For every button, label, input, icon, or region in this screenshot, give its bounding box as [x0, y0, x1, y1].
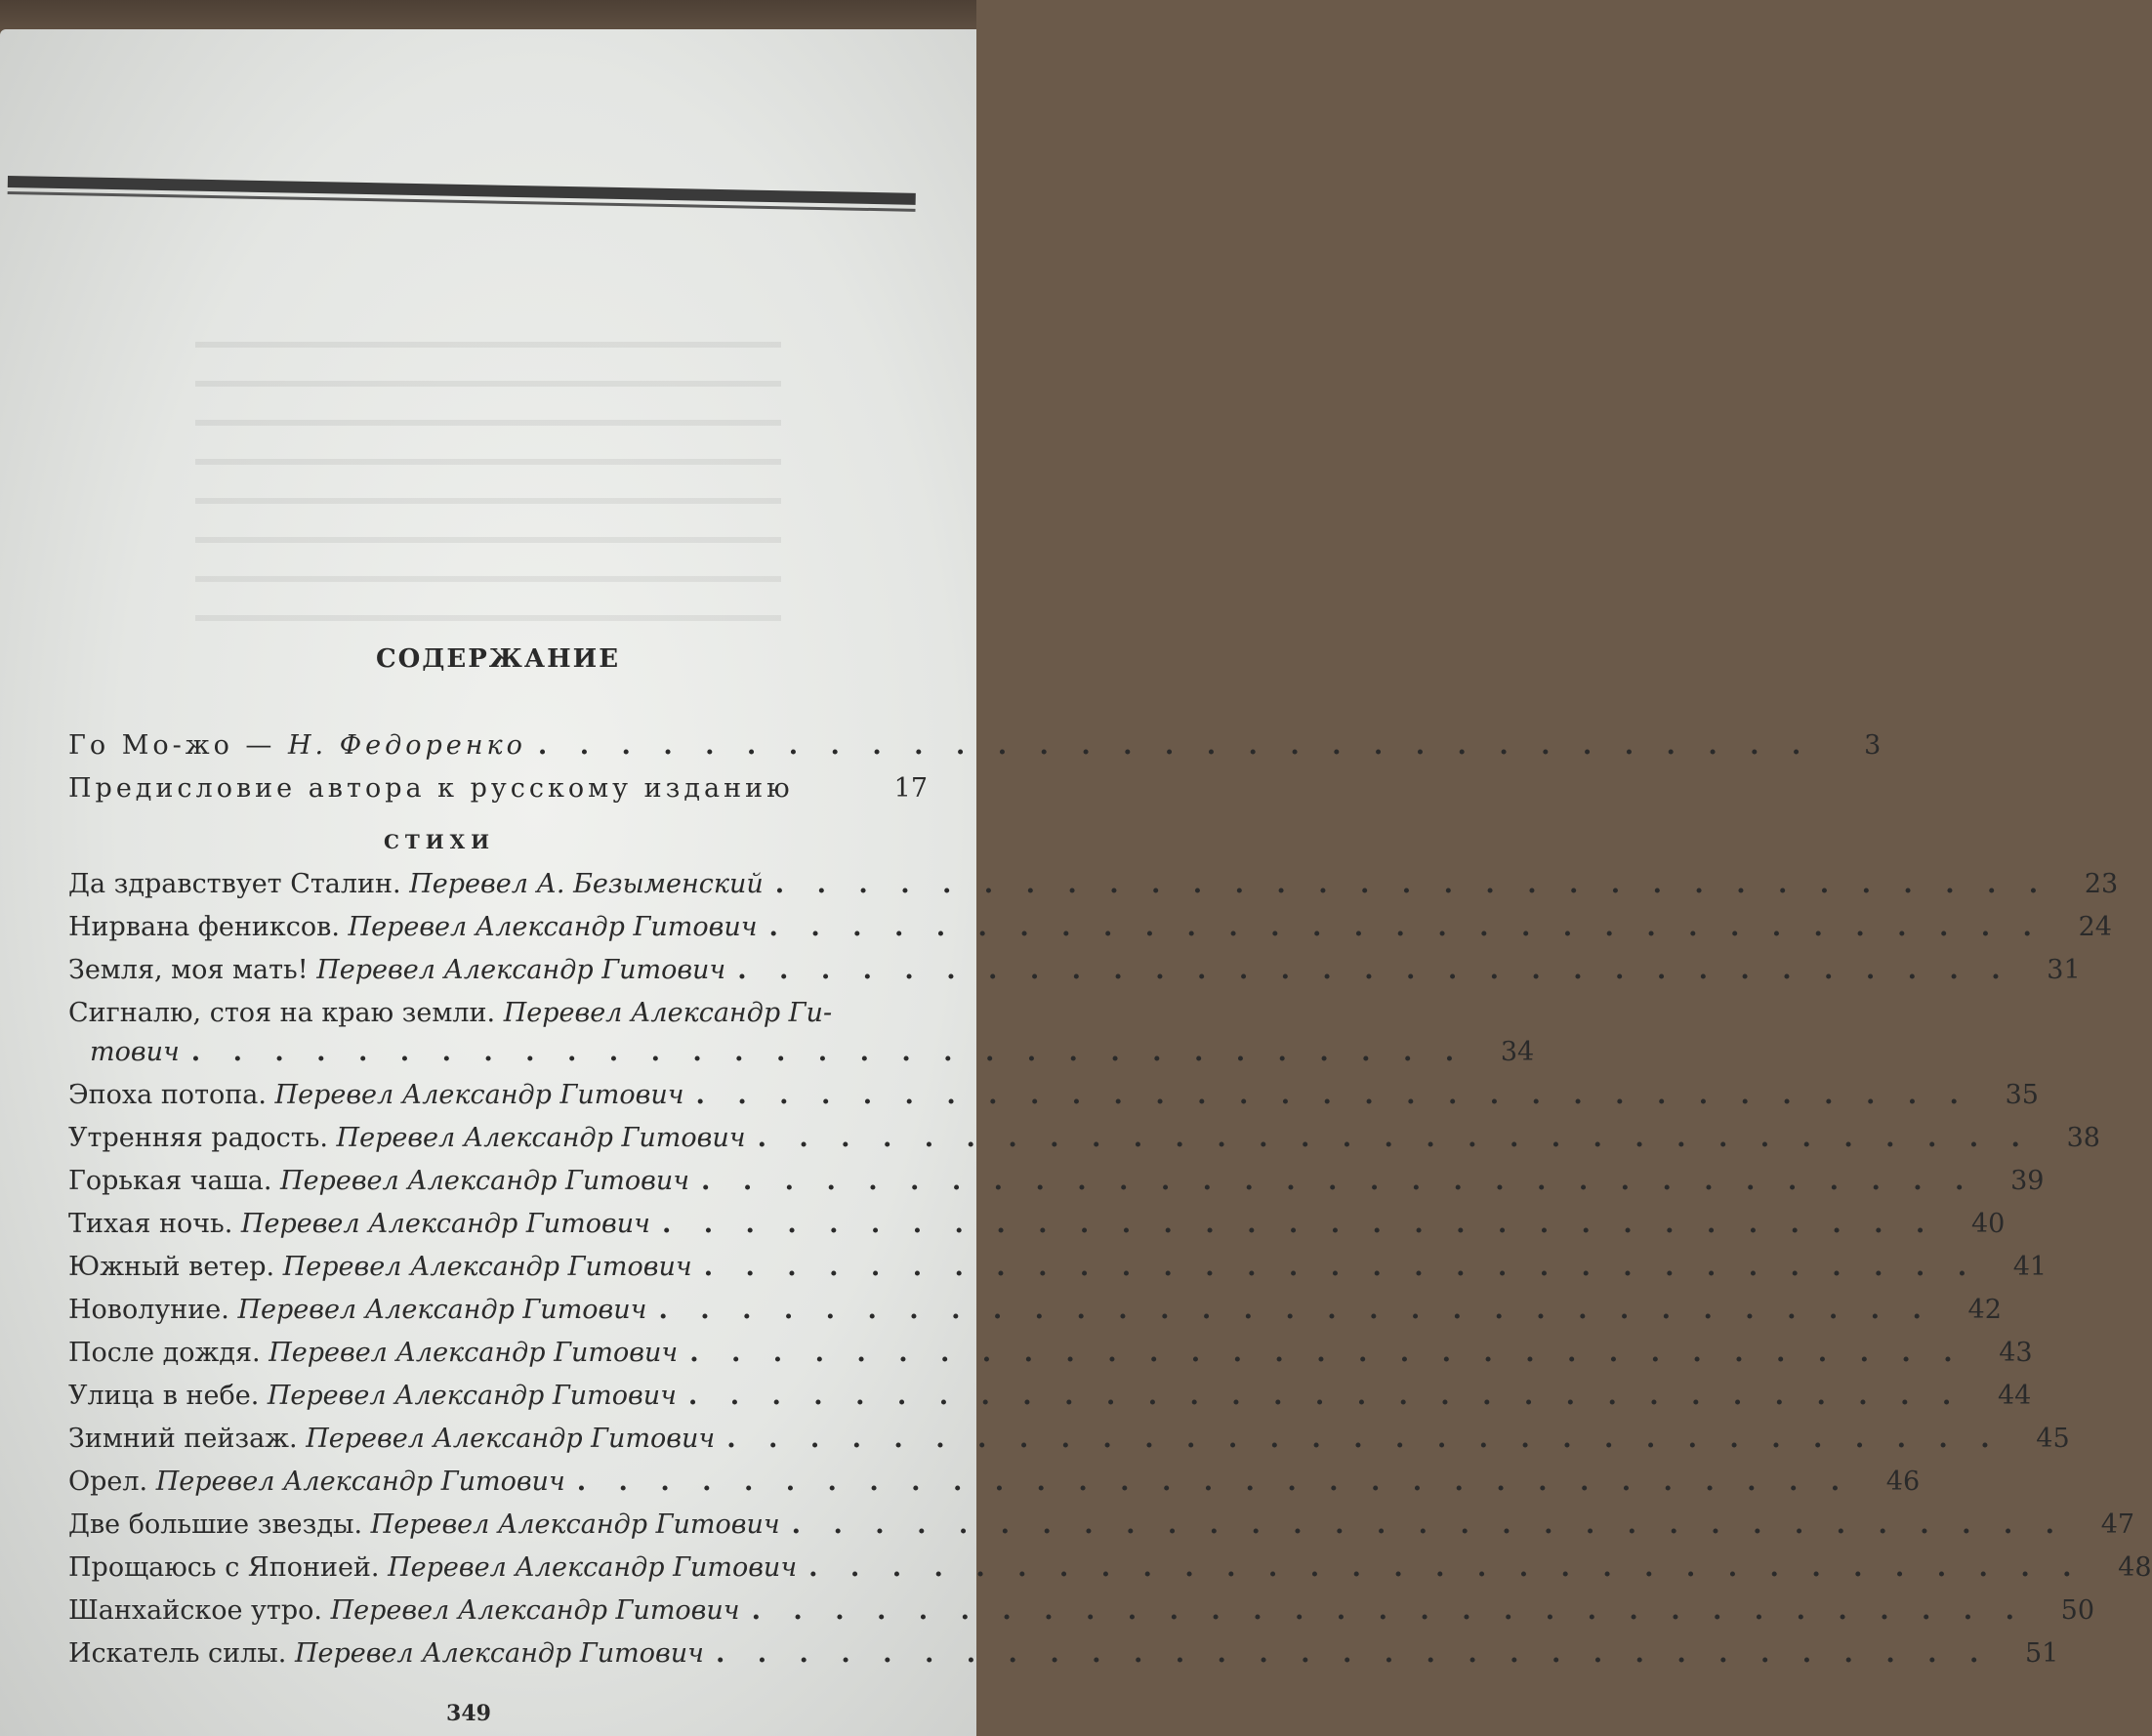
toc-entry-text: Прощаюсь с Японией. Перевел Александр Гитович — [68, 1552, 798, 1583]
page-ref: 43 — [1999, 1338, 2033, 1368]
toc-entries — [68, 869, 2152, 1681]
page-ref: 23 — [2084, 869, 2119, 899]
page-ref: 47 — [2100, 1509, 2135, 1540]
dot-leader: . . . . . . . . . . . . . . . . . . . . . . . . . . . . . . . — [687, 1381, 1964, 1411]
dot-leader: . . . . . . . . . . . . . . . . . . . . . . . . . . . . . . . — [689, 1338, 1965, 1368]
page-ref: 42 — [1967, 1295, 2002, 1325]
toc-entry-preface — [68, 773, 928, 816]
dot-leader: . . . . . . . . . . . . . . . . . . . . . . . . . . . . . . . — [791, 1509, 2067, 1540]
toc-entry — [68, 1381, 2032, 1424]
toc-entry — [68, 1467, 1921, 1509]
book-page — [0, 29, 2152, 1736]
page-ref: 44 — [1997, 1381, 2032, 1411]
dot-leader: . . . . . . . . . . . . . . . . . . . . . . . . . . . . . . . — [715, 1638, 1991, 1669]
table-of-contents — [68, 730, 2152, 1681]
toc-entry — [68, 912, 2112, 955]
page-ref: 46 — [1885, 1467, 1921, 1497]
toc-entry-text: Нирвана фениксов. Перевел Александр Гитович — [68, 912, 758, 942]
toc-entry-text: Искатель силы. Перевел Александр Гитович — [68, 1638, 704, 1669]
dot-leader: . . . . . . . . . . . . . . . . . . . . . . . . . . . . . . . — [661, 1209, 1937, 1239]
toc-entry — [68, 1166, 2045, 1209]
toc-entry — [68, 1295, 2002, 1338]
page-title: СОДЕРЖАНИЕ — [375, 644, 621, 674]
page-ref: 45 — [2036, 1424, 2070, 1454]
toc-entry-text: После дождя. Перевел Александр Гитович — [68, 1338, 679, 1368]
toc-entry-text: Го Мо-жо — Н. Федоренко — [68, 730, 526, 761]
page-ref: 40 — [1970, 1209, 2006, 1239]
section-heading: СТИХИ — [383, 830, 496, 853]
toc-entry-text: Утренняя радость. Перевел Александр Гитович — [68, 1123, 746, 1153]
toc-entry-text: Зимний пейзаж. Перевел Александр Гитович — [68, 1424, 716, 1454]
toc-entry-text: Земля, моя мать! Перевел Александр Гитович — [68, 955, 726, 985]
dot-leader: . . . . . . . . . . . . . . . . . . . . . . . . . . . . . . . — [537, 730, 1813, 761]
header-rule — [7, 176, 915, 221]
dot-leader: . . . . . . . . . . . . . . . . . . . . . . . . . . . . . . . — [808, 1552, 2084, 1583]
toc-entry — [68, 1252, 2048, 1295]
toc-entry-text: Да здравствует Сталин. Перевел А. Безыменский — [68, 869, 764, 899]
toc-entry-text: Шанхайское утро. Перевел Александр Гитович — [68, 1595, 740, 1626]
toc-entry — [68, 1338, 2033, 1381]
toc-entry — [68, 1080, 2039, 1123]
page-ref: 51 — [2025, 1638, 2059, 1669]
dot-leader: . . . . . . . . . . . . . . . . . . . . . . . . . . . . . . . — [768, 912, 2044, 942]
toc-entry-intro — [68, 730, 1882, 773]
page-ref: 50 — [2060, 1595, 2094, 1626]
toc-entry-text: Предисловие автора к русскому изданию — [68, 773, 794, 804]
dot-leader: . . . . . . . . . . . . . . . . . . . . . . . . . . . . . . . — [726, 1424, 2002, 1454]
page-ref: 35 — [2005, 1080, 2039, 1110]
dot-leader: . . . . . . . . . . . . . . . . . . . . . . . . . . . . . . . — [695, 1080, 1970, 1110]
toc-entry — [68, 1509, 2135, 1552]
page-ref: 17 — [893, 773, 928, 804]
toc-entry — [68, 1595, 2094, 1638]
page-ref: 41 — [2012, 1252, 2048, 1282]
dot-leader: . . . . . . . . . . . . . . . . . . . . . . . . . . . . . . . — [658, 1295, 1933, 1325]
toc-entry — [68, 998, 928, 1037]
dot-leader: . . . . . . . . . . . . . . . . . . . . . . . . . . . . . . . — [737, 955, 2012, 985]
toc-entry — [68, 955, 2081, 998]
toc-entry-text: Две большие звезды. Перевел Александр Гитович — [68, 1509, 780, 1540]
page-ref: 24 — [2078, 912, 2112, 942]
toc-entry-text: Новолуние. Перевел Александр Гитович — [68, 1295, 647, 1325]
page-ref: 39 — [2010, 1166, 2045, 1196]
page-ref: 34 — [1500, 1037, 1535, 1067]
toc-entry-text: Тихая ночь. Перевел Александр Гитович — [68, 1209, 650, 1239]
dot-leader: . . . . . . . . . . . . . . . . . . . . . . . . . . . . . . . — [190, 1037, 1467, 1067]
dot-leader: . . . . . . . . . . . . . . . . . . . . . . . . . . . . . . . — [757, 1123, 2032, 1153]
toc-entry-text: Эпоха потопа. Перевел Александр Гитович — [68, 1080, 684, 1110]
dot-leader: . . . . . . . . . . . . . . . . . . . . . . . . . . . . . . . — [701, 1166, 1976, 1196]
page-number: 349 — [446, 1701, 491, 1726]
page-ref: 31 — [2047, 955, 2081, 985]
dot-leader: . . . . . . . . . . . . . . . . . . . . . . . . . . . . . . . — [751, 1595, 2026, 1626]
toc-entry — [68, 1123, 2100, 1166]
toc-entry — [68, 1552, 2152, 1595]
toc-entry-text: Улица в небе. Перевел Александр Гитович — [68, 1381, 677, 1411]
toc-entry — [68, 1424, 2070, 1467]
toc-entry — [68, 869, 2119, 912]
dot-leader: . . . . . . . . . . . . . . . . . . . . . . . . . . . . . . . — [576, 1467, 1852, 1497]
dot-leader: . . . . . . . . . . . . . . . . . . . . . . . . . . . . . . . — [774, 869, 2050, 899]
dot-leader: . . . . . . . . . . . . . . . . . . . . . . . . . . . . . . . — [703, 1252, 1979, 1282]
toc-entry — [68, 1209, 2006, 1252]
toc-entry-text: Горькая чаша. Перевел Александр Гитович — [68, 1166, 690, 1196]
toc-entry-text: Южный ветер. Перевел Александр Гитович — [68, 1252, 692, 1282]
page-ref: 38 — [2066, 1123, 2100, 1153]
toc-entry-text: Сигналю, стоя на краю земли. Перевел Александр Ги- — [68, 998, 833, 1028]
bleed-through-text — [195, 342, 781, 635]
toc-entry-continuation — [68, 1037, 1535, 1080]
toc-entry-text: Орел. Перевел Александр Гитович — [68, 1467, 565, 1497]
toc-entry-text: тович — [90, 1037, 180, 1067]
page-ref: 3 — [1864, 730, 1882, 761]
toc-entry — [68, 1638, 2059, 1681]
page-ref: 48 — [2118, 1552, 2152, 1583]
